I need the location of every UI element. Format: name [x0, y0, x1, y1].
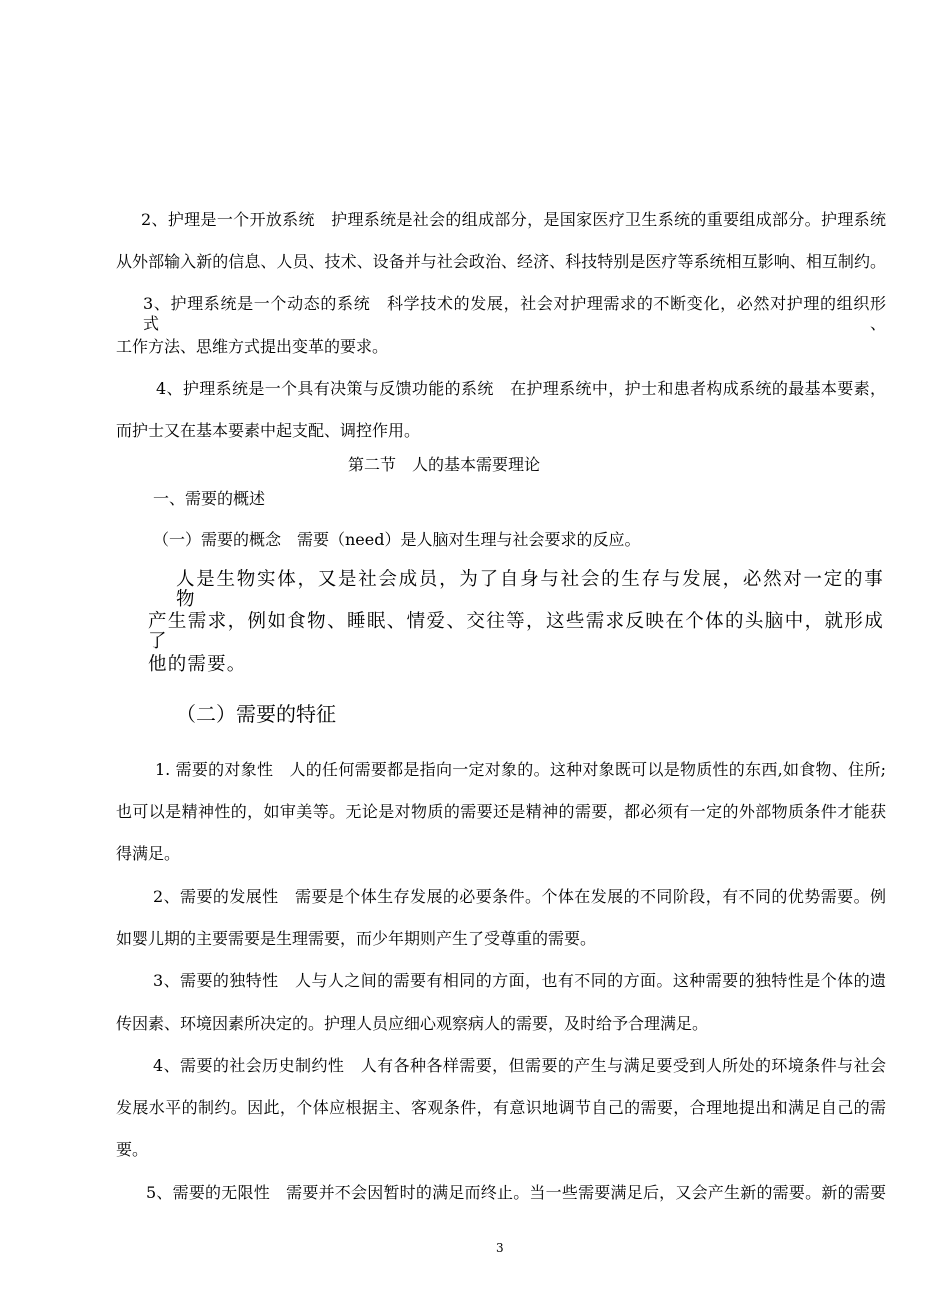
paragraph-8-line-1: 4、需要的社会历史制约性 人有各种各样需要，但需要的产生与满足要受到人所处的环境条件与社会	[153, 1056, 886, 1075]
subheading-features-of-needs: （二）需要的特征	[176, 702, 336, 726]
paragraph-2-line-1: 3、护理系统是一个动态的系统 科学技术的发展，社会对护理需求的不断变化，必然对护理的组织形式、	[143, 294, 886, 333]
paragraph-3-line-1: 4、护理系统是一个具有决策与反馈功能的系统 在护理系统中，护士和患者构成系统的最基本要素，	[156, 379, 886, 398]
paragraph-4-line-2: 产生需求，例如食物、睡眠、情爱、交往等，这些需求反映在个体的头脑中，就形成了	[148, 611, 884, 652]
page-number: 3	[496, 1241, 504, 1255]
paragraph-8-line-3: 要。	[116, 1140, 149, 1159]
paragraph-8-line-2: 发展水平的制约。因此，个体应根据主、客观条件，有意识地调节自己的需要，合理地提出和满足自己的需	[116, 1098, 886, 1117]
paragraph-4-line-1: 人是生物实体，又是社会成员，为了自身与社会的生存与发展，必然对一定的事物	[176, 569, 884, 610]
paragraph-7-line-1: 3、需要的独特性 人与人之间的需要有相同的方面，也有不同的方面。这种需要的独特性是个体的遗	[153, 971, 886, 990]
paragraph-4-line-3: 他的需要。	[148, 654, 247, 675]
heading-needs-overview: 一、需要的概述	[153, 489, 266, 508]
paragraph-1-line-1: 2、护理是一个开放系统 护理系统是社会的组成部分，是国家医疗卫生系统的重要组成部分。护理系统	[141, 210, 886, 229]
paragraph-5-line-3: 得满足。	[116, 844, 181, 863]
paragraph-6-line-2: 如婴儿期的主要需要是生理需要，而少年期则产生了受尊重的需要。	[116, 929, 597, 948]
paragraph-6-line-1: 2、需要的发展性 需要是个体生存发展的必要条件。个体在发展的不同阶段，有不同的优势需要。例	[153, 887, 886, 906]
paragraph-3-line-2: 而护士又在基本要素中起支配、调控作用。	[116, 421, 421, 440]
paragraph-1-line-2: 从外部输入新的信息、人员、技术、设备并与社会政治、经济、科技特别是医疗等系统相互影响、相互制约。	[116, 252, 886, 271]
paragraph-5-line-2: 也可以是精神性的，如审美等。无论是对物质的需要还是精神的需要，都必须有一定的外部物质条件才能获	[116, 802, 886, 821]
paragraph-5-line-1: 1. 需要的对象性 人的任何需要都是指向一定对象的。这种对象既可以是物质性的东西,如食物、住所;	[155, 760, 886, 779]
subheading-concept-of-needs: （一）需要的概念 需要（need）是人脑对生理与社会要求的反应。	[153, 530, 641, 549]
paragraph-9-line-1: 5、需要的无限性 需要并不会因暂时的满足而终止。当一些需要满足后，又会产生新的需要。新的需要	[146, 1183, 886, 1202]
section-title: 第二节 人的基本需要理论	[348, 455, 541, 474]
paragraph-7-line-2: 传因素、环境因素所决定的。护理人员应细心观察病人的需要，及时给予合理满足。	[116, 1014, 709, 1033]
paragraph-2-line-2: 工作方法、思维方式提出变革的要求。	[116, 337, 389, 356]
